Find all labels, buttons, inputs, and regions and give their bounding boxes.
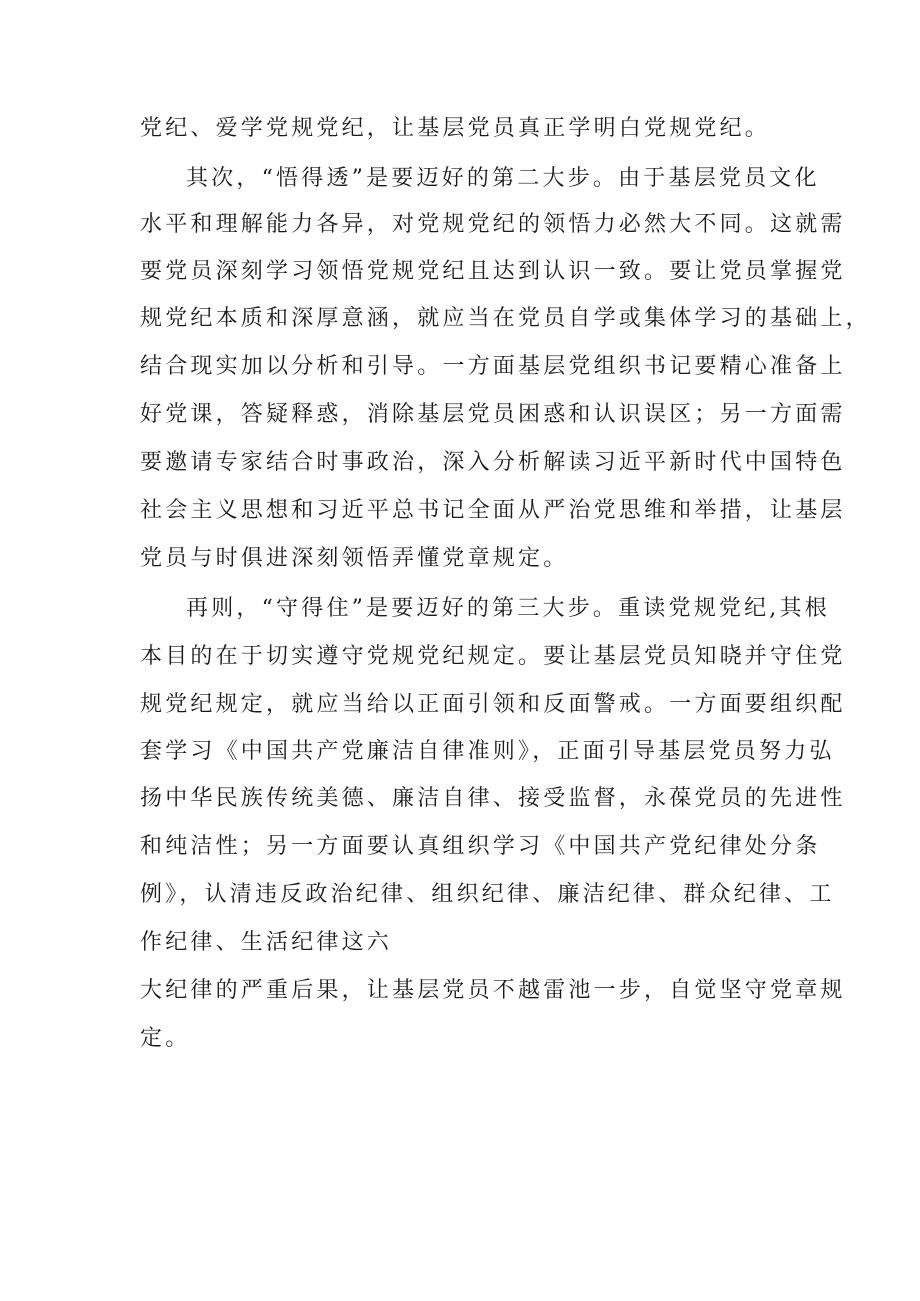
text-line: 好党课，答疑释惑，消除基层党员困惑和认识误区；另一方面需 [140, 402, 846, 427]
text-line: 本目的在于切实遵守党规党纪规定。要让基层党员知晓并守住党 [140, 644, 846, 669]
text-line: 例》，认清违反政治纪律、组织纪律、廉洁纪律、群众纪律、工 [140, 882, 835, 907]
text-line: 要党员深刻学习领悟党规党纪且达到认识一致。要让党员掌握党 [140, 259, 846, 284]
text-line: 套学习《中国共产党廉洁自律准则》，正面引导基层党员努力弘 [140, 739, 835, 764]
text-line: 规党纪本质和深厚意涵，就应当在党员自学或集体学习的基础上， [140, 306, 871, 331]
text-line: 其次，“悟得透”是要迈好的第二大步。由于基层党员文化 [186, 166, 820, 191]
text-line: 规党纪规定，就应当给以正面引领和反面警戒。一方面要组织配 [140, 692, 846, 717]
text-line: 党员与时俱进深刻领悟弄懂党章规定。 [140, 546, 569, 571]
text-line: 大纪律的严重后果，让基层党员不越雷池一步，自觉坚守党章规 [140, 978, 846, 1003]
text-line: 党纪、爱学党规党纪，让基层党员真正学明白党规党纪。 [140, 116, 771, 141]
text-line: 社会主义思想和习近平总书记全面从严治党思维和举措，让基层 [140, 498, 846, 523]
text-line: 作纪律、生活纪律这六 [140, 930, 393, 955]
text-line: 再则，“守得住”是要迈好的第三大步。重读党规党纪,其根 [186, 596, 830, 621]
text-line: 结合现实加以分析和引导。一方面基层党组织书记要精心准备上 [140, 354, 846, 379]
text-line: 定。 [140, 1026, 191, 1051]
text-line: 和纯洁性；另一方面要认真组织学习《中国共产党纪律处分条 [140, 834, 821, 859]
text-line: 扬中华民族传统美德、廉洁自律、接受监督，永葆党员的先进性 [140, 786, 846, 811]
text-line: 要邀请专家结合时事政治，深入分析解读习近平新时代中国特色 [140, 450, 846, 475]
text-line: 水平和理解能力各异，对党规党纪的领悟力必然大不同。这就需 [140, 212, 846, 237]
